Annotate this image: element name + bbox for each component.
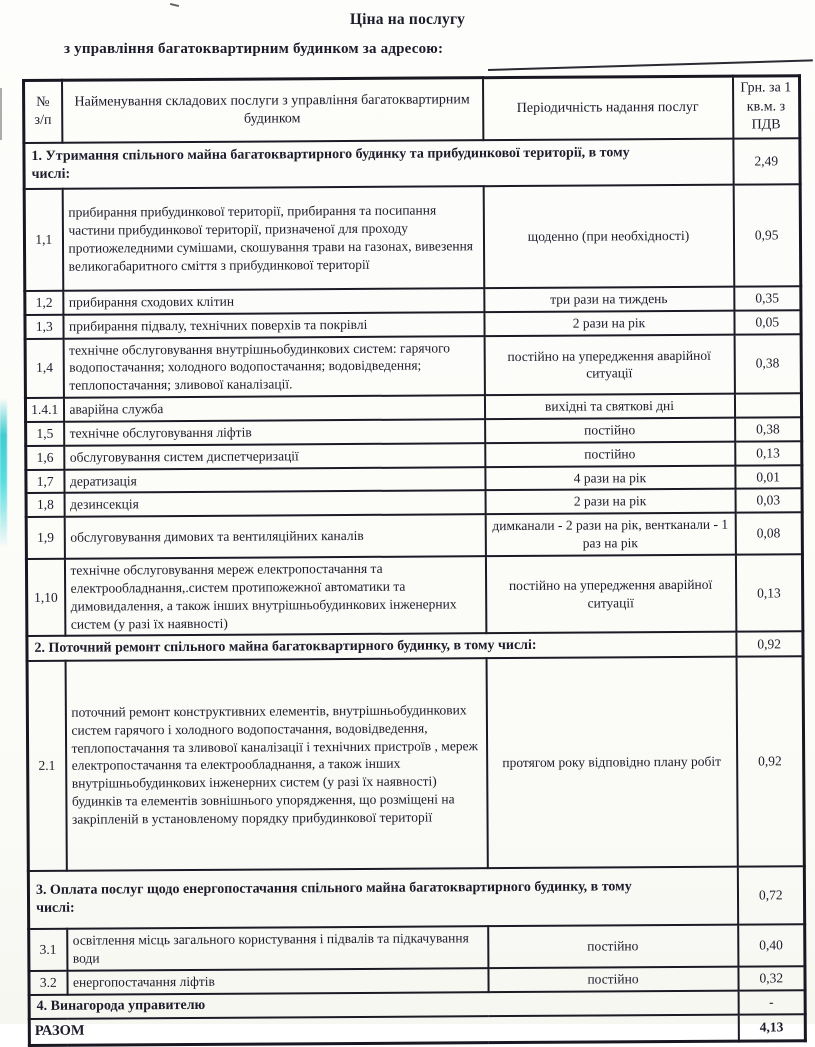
- address-blank-line: [488, 59, 813, 71]
- service-price: 0,92: [736, 657, 804, 867]
- service-name: енергопостачання ліфтів: [67, 968, 488, 994]
- service-price: 0,92: [736, 632, 803, 657]
- service-periodicity: постійно: [485, 441, 735, 466]
- document-subtitle: з управління багатоквартирним будинком за адресою:: [64, 41, 444, 57]
- service-periodicity: три рази на тиждень: [484, 287, 734, 312]
- service-name: освітлення місць загального користування і підвалів та підкачування води: [67, 927, 488, 971]
- row-number: 1,3: [25, 315, 63, 339]
- row-number: 1,6: [26, 445, 64, 469]
- service-periodicity: 2 рази на рік: [485, 489, 735, 514]
- table-row-3-1: [29, 925, 805, 971]
- row-number: 1,8: [26, 493, 64, 517]
- section-label: 1. Утримання спільного майна багатоквартирного будинку та прибудинкової території, в тому числі:: [24, 139, 733, 189]
- row-number: 1,1: [24, 189, 63, 291]
- document-subtitle-row: [0, 29, 815, 63]
- row-number: 1,7: [26, 469, 64, 493]
- table-row-1-10: [26, 554, 802, 636]
- row-number: 1,4: [25, 338, 63, 398]
- row-number: 1,5: [26, 422, 64, 446]
- service-price: [734, 393, 801, 417]
- table-row-2-1: [27, 657, 804, 872]
- table-row-1-1: [24, 184, 801, 291]
- service-periodicity: 2 рази на рік: [484, 310, 734, 335]
- section-label: 4. Винагорода управителю: [29, 990, 738, 1019]
- section-label: 3. Оплата послуг щодо енергопостачання спільного майна багатоквартирного будинку, в тому числі:: [28, 867, 737, 929]
- service-price: 0,32: [738, 966, 805, 990]
- service-price: 0,01: [735, 465, 802, 489]
- service-name: прибирання підвалу, технічних поверхів та покрівлі: [63, 312, 484, 338]
- service-price: 0,08: [735, 512, 802, 554]
- scan-artifact-cyan-strip: [0, 398, 7, 548]
- row-number: 1,10: [26, 559, 64, 636]
- row-number: 1,9: [26, 517, 64, 559]
- service-name: технічне обслуговування мереж електропостачання та електрообладнання,.систем протипожежної автоматики та димовидалення, а також інших внутрішньобудинкових інженерних систем (у разі їх наявності): [64, 556, 485, 636]
- table-row-1-4: [25, 334, 801, 398]
- service-periodicity: щоденно (при необхідності): [483, 185, 734, 289]
- service-price: 2,49: [733, 138, 800, 184]
- service-name: обслуговування димових та вентиляційних каналів: [64, 514, 485, 559]
- row-number: 3.2: [29, 971, 67, 995]
- col-header-name: Найменування складових послуги з управління багатоквартирним будинком: [62, 78, 483, 143]
- service-periodicity: вихідні та святкові дні: [484, 394, 734, 419]
- service-name: технічне обслуговування ліфтів: [64, 419, 485, 445]
- service-price: 0,05: [734, 310, 801, 334]
- service-periodicity: постійно: [488, 967, 738, 992]
- table-header-row: [24, 76, 800, 143]
- service-periodicity: постійно: [485, 418, 735, 443]
- service-name: аварійна служба: [63, 395, 484, 421]
- service-name: поточний ремонт конструктивних елементів, внутрішньобудинкових систем гарячого і холодного водопостачання, водовідведення, теплопостачання та зливової каналізації і технічних пристроїв , мереж електропостачання та електрообладнання, а також інших внутрішньобудинкових інженерних систем (у разі їх наявності) будинків та елементів зовнішнього упорядження, що розміщені на закріпленій в установленому порядку прибудинкової території: [65, 659, 487, 872]
- total-price: 4,13: [738, 1015, 805, 1041]
- price-table: [22, 74, 807, 1047]
- service-price: 0,38: [735, 417, 802, 441]
- service-price: 0,40: [738, 925, 805, 967]
- table-row-section-1: [24, 138, 800, 189]
- col-header-num: № з/п: [24, 80, 62, 143]
- service-periodicity: димканали - 2 рази на рік, вентканали - 1 раз на рік: [485, 513, 735, 557]
- service-periodicity: постійно: [488, 925, 738, 968]
- table-row-section-3: [28, 867, 804, 930]
- service-price: 0,13: [735, 441, 802, 465]
- service-name: дезинсекція: [64, 490, 485, 516]
- col-header-price: Грн. за 1 кв.м. з ПДВ: [732, 76, 799, 139]
- service-price: 0,13: [735, 554, 802, 632]
- service-name: прибирання сходових клітин: [63, 288, 484, 314]
- service-price: 0,95: [733, 184, 801, 286]
- section-label: 2. Поточний ремонт спільного майна багатоквартирного будинку, в тому числі:: [27, 632, 736, 661]
- service-periodicity: постійно на упередження аварійної ситуації: [485, 555, 735, 634]
- service-price: 0,35: [734, 286, 801, 310]
- service-price: 0,03: [735, 489, 802, 513]
- service-periodicity: постійно на упередження аварійної ситуації: [484, 334, 734, 395]
- row-number: 2.1: [27, 661, 66, 871]
- service-price: -: [738, 990, 805, 1015]
- service-name: дератизація: [64, 467, 485, 493]
- table-row-total: [29, 1015, 805, 1046]
- service-price: 0,38: [734, 334, 801, 394]
- service-name: прибирання прибудинкової території, прибирання та посипання частини прибудинкової території, призначеної для проходу протиожеледними сумішами, скошування трави на газонах, вивезення великогабаритного сміття з прибудинкової території: [62, 186, 484, 291]
- service-name: технічне обслуговування внутрішньобудинкових систем: гарячого водопостачання; холодного водопостачання; водовідведення; теплопостачання; зливової каналізації.: [63, 336, 484, 398]
- service-price: 0,72: [737, 867, 804, 925]
- total-label: РАЗОМ: [29, 1015, 738, 1045]
- col-header-period: Періодичність надання послуг: [483, 76, 733, 140]
- service-name: обслуговування систем диспетчеризації: [64, 443, 485, 469]
- row-number: 1.4.1: [25, 398, 63, 422]
- table-row-1-9: [26, 512, 802, 559]
- row-number: 1,2: [25, 291, 63, 315]
- document-title: Ціна на послугу: [349, 11, 466, 28]
- scan-artifact-edge-mark: [0, 88, 2, 140]
- service-periodicity: протягом року відповідно плану робіт: [486, 657, 737, 869]
- row-number: 3.1: [29, 929, 67, 971]
- service-periodicity: 4 рази на рік: [485, 465, 735, 490]
